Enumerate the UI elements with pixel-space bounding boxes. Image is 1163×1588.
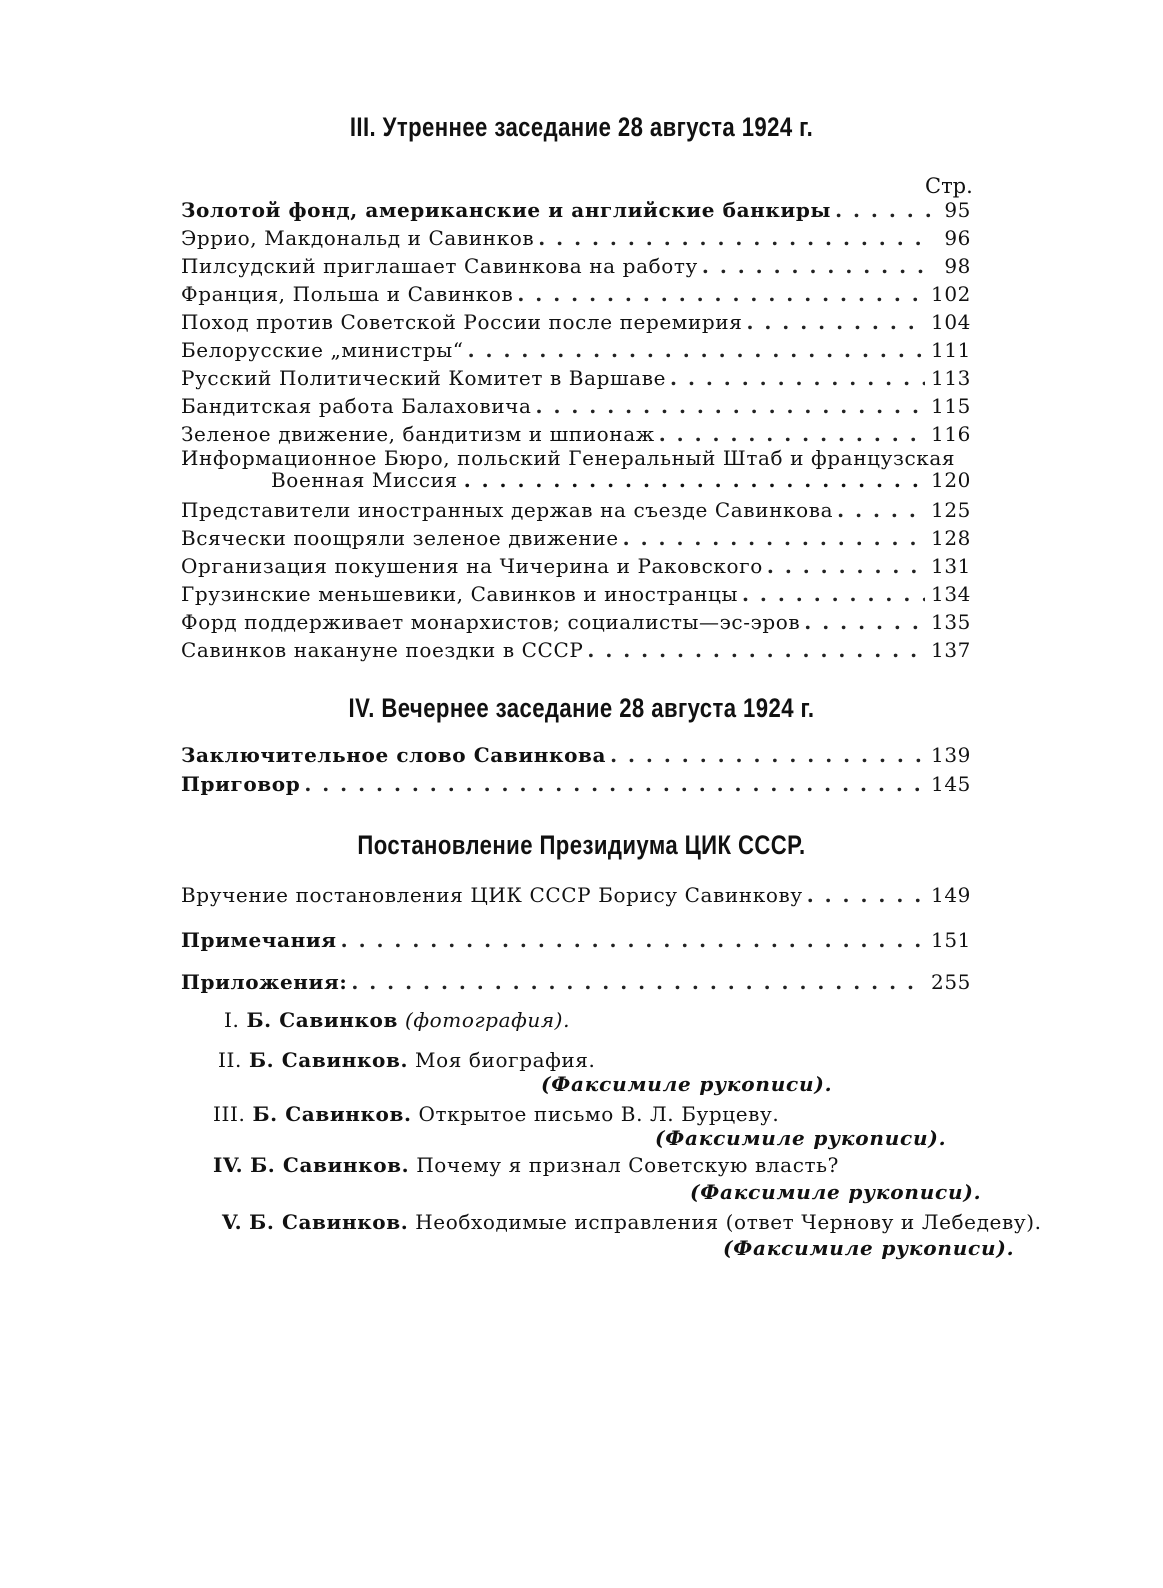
toc-entry-page: 104 — [931, 310, 971, 334]
toc-entry — [181, 609, 971, 635]
appendix-note: (Факсимиле рукописи). — [655, 1126, 947, 1150]
toc-entry — [181, 365, 971, 391]
leader-dots — [767, 553, 925, 579]
toc-entry-page: 139 — [931, 743, 971, 767]
toc-entry-title: Форд поддерживает монархистов; социалисты—эс-эров — [181, 610, 801, 634]
appendix-note: (Факсимиле рукописи). — [541, 1072, 833, 1096]
toc-entry-title: Вручение постановления ЦИК СССР Борису Савинкову — [181, 883, 803, 907]
toc-entry — [181, 225, 971, 251]
toc-entry-title: Пилсудский приглашает Савинкова на работу — [181, 254, 698, 278]
toc-entry-title: Примечания — [181, 928, 337, 952]
toc-entry-title: Грузинские меньшевики, Савинков и иностранцы — [181, 582, 738, 606]
leader-dots — [702, 253, 933, 279]
toc-entry-page: 98 — [944, 254, 971, 278]
appendix-number: V. — [222, 1210, 243, 1234]
toc-entry — [181, 497, 971, 523]
toc-entry — [181, 393, 971, 419]
toc-entry — [181, 581, 971, 607]
appendix-item — [213, 1153, 839, 1177]
appendix-item — [218, 1048, 596, 1072]
toc-entry-page: 95 — [944, 198, 971, 222]
toc-entry-title: Русский Политический Комитет в Варшаве — [181, 366, 667, 390]
section-5-title: Постановление Президиума ЦИК СССР. — [357, 830, 806, 860]
toc-entry-title: Приложения: — [181, 970, 348, 994]
toc-entry — [181, 882, 971, 908]
toc-entry-page: 151 — [931, 928, 971, 952]
toc-entry — [181, 337, 971, 363]
toc-entry-page: 111 — [931, 338, 971, 362]
toc-entry-page: 96 — [944, 226, 971, 250]
toc-entry — [181, 553, 971, 579]
appendix-number: III. — [213, 1102, 246, 1126]
appendix-author: Б. Савинков. — [248, 1048, 409, 1072]
toc-entry-multiline — [181, 447, 971, 491]
appendix-number: I. — [224, 1008, 240, 1032]
appendix-item — [222, 1210, 1042, 1234]
leader-dots — [742, 581, 925, 607]
leader-dots — [610, 742, 925, 768]
appendix-title: (фотография). — [404, 1008, 571, 1032]
toc-entry-page: 115 — [931, 394, 971, 418]
toc-entry — [181, 742, 971, 768]
appendix-title: Моя биография. — [415, 1048, 596, 1072]
appendix-author: Б. Савинков — [246, 1008, 398, 1032]
leader-dots — [538, 225, 933, 251]
toc-entry-title-line1: Информационное Бюро, польский Генеральный Штаб и французская — [181, 446, 956, 470]
section-4-title: IV. Вечернее заседание 28 августа 1924 г. — [348, 693, 815, 723]
toc-entry-page: 102 — [931, 282, 971, 306]
appendix-title: Почему я признал Советскую власть? — [416, 1153, 839, 1177]
appendix-author: Б. Савинков. — [249, 1210, 409, 1234]
toc-entry — [181, 421, 971, 447]
toc-entry-page: 255 — [931, 970, 971, 994]
toc-entry-title: Золотой фонд, американские и английские банкиры — [181, 198, 832, 222]
leader-dots — [623, 525, 925, 551]
toc-entry — [181, 197, 971, 223]
appendix-number: IV. — [213, 1153, 244, 1177]
toc-entry — [181, 969, 971, 995]
toc-entry-page: 125 — [931, 498, 971, 522]
toc-entry-title: Представители иностранных держав на съезде Савинкова — [181, 498, 834, 522]
toc-entry-page: 131 — [931, 554, 971, 578]
toc-entry-title: Франция, Польша и Савинков — [181, 282, 514, 306]
leader-dots — [659, 421, 925, 447]
page-column-label: Стр. — [925, 174, 973, 198]
section-3-title: III. Утреннее заседание 28 августа 1924 г. — [349, 112, 814, 142]
appendix-item — [224, 1008, 570, 1032]
leader-dots — [536, 393, 925, 419]
leader-dots — [804, 609, 925, 635]
leader-dots — [351, 969, 925, 995]
toc-entry-page: 135 — [931, 610, 971, 634]
leader-dots — [746, 309, 925, 335]
toc-entry-page: 134 — [931, 582, 971, 606]
toc-entry-page: 137 — [931, 638, 971, 662]
toc-entry-page: 145 — [931, 772, 971, 796]
leader-dots — [807, 882, 925, 908]
appendix-item — [213, 1102, 779, 1126]
appendix-author: Б. Савинков. — [252, 1102, 412, 1126]
toc-entry-page: 113 — [931, 366, 971, 390]
toc-entry-title: Савинков накануне поездки в СССР — [181, 638, 584, 662]
appendix-title: Открытое письмо В. Л. Бурцеву. — [418, 1102, 780, 1126]
toc-entry — [181, 927, 971, 953]
toc-entry-title: Приговор — [181, 772, 301, 796]
toc-entry — [181, 309, 971, 335]
leader-dots — [468, 337, 925, 363]
leader-dots — [464, 469, 925, 491]
toc-entry-title: Эррио, Макдональд и Савинков — [181, 226, 535, 250]
leader-dots — [835, 197, 933, 223]
leader-dots — [517, 281, 925, 307]
toc-entry — [181, 281, 971, 307]
appendix-number: II. — [218, 1048, 242, 1072]
toc-entry-title: Поход против Советской России после перемирия — [181, 310, 743, 334]
toc-entry-title: Белорусские „министры“ — [181, 338, 464, 362]
leader-dots — [837, 497, 925, 523]
appendix-title: Необходимые исправления (ответ Чернову и Лебедеву). — [415, 1210, 1042, 1234]
toc-entry-title: Организация покушения на Чичерина и Раковского — [181, 554, 763, 578]
leader-dots — [304, 771, 925, 797]
appendix-note: (Факсимиле рукописи). — [690, 1180, 982, 1204]
toc-entry-title: Бандитская работа Балаховича — [181, 394, 532, 418]
toc-entry-title: Заключительное слово Савинкова — [181, 743, 607, 767]
toc-entry-page: 116 — [931, 422, 971, 446]
toc-entry-title: Всячески поощряли зеленое движение — [181, 526, 619, 550]
toc-entry-page: 128 — [931, 526, 971, 550]
appendix-author: Б. Савинков. — [250, 1153, 410, 1177]
toc-entry — [181, 525, 971, 551]
leader-dots — [587, 637, 925, 663]
toc-entry-page: 149 — [931, 883, 971, 907]
appendix-note: (Факсимиле рукописи). — [723, 1236, 1015, 1260]
toc-entry-title-line2: Военная Миссия — [271, 468, 458, 492]
toc-entry — [181, 637, 971, 663]
toc-entry — [181, 253, 971, 279]
toc-entry-title: Зеленое движение, бандитизм и шпионаж — [181, 422, 655, 446]
toc-entry-page: 120 — [931, 468, 971, 492]
toc-entry — [181, 771, 971, 797]
leader-dots — [341, 927, 925, 953]
leader-dots — [670, 365, 925, 391]
